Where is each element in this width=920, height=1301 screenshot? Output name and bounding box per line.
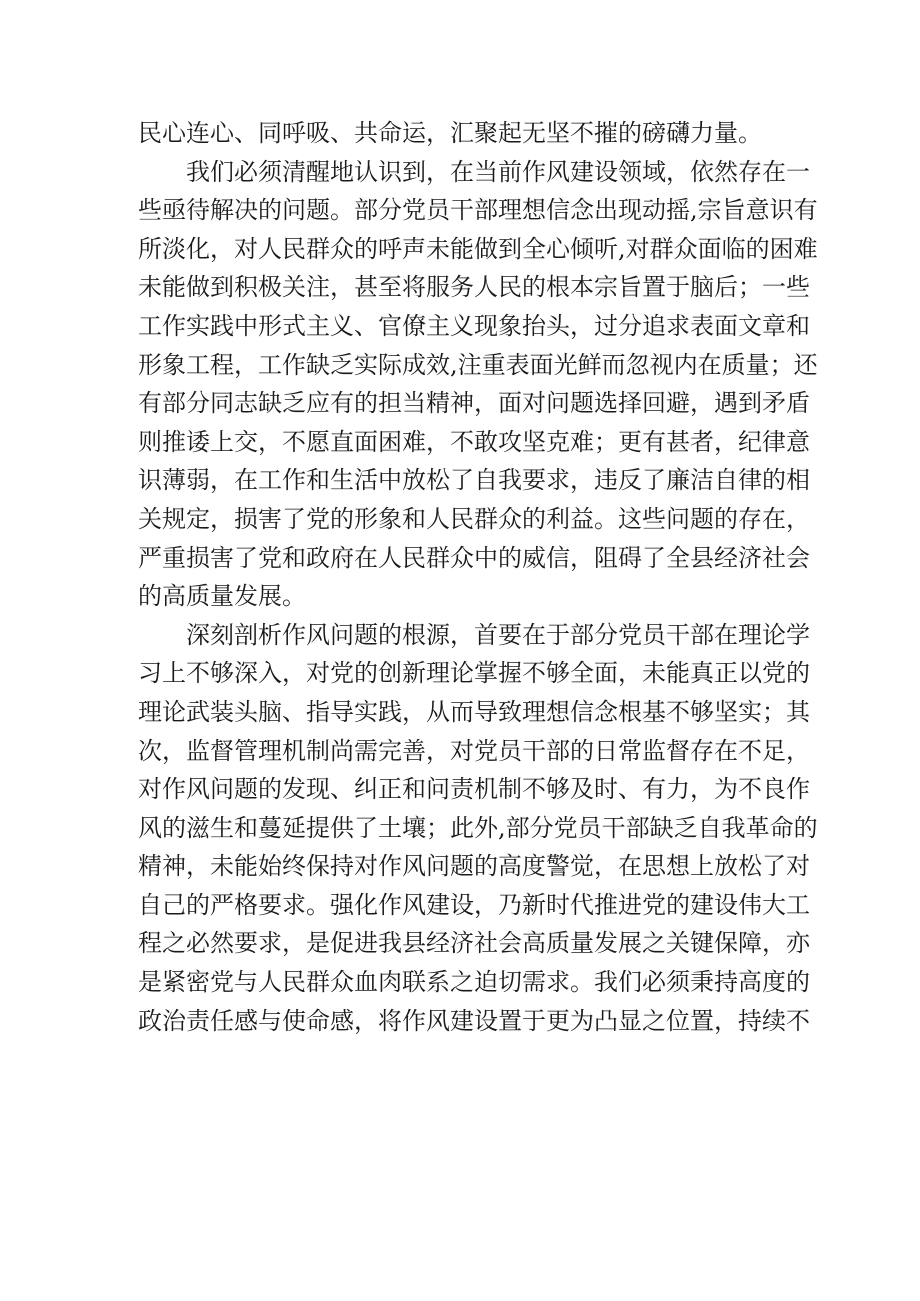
paragraph-line: 习上不够深入，对党的创新理论掌握不够全面，未能真正以党的 [138, 659, 810, 688]
paragraph-line: 关规定，损害了党的形象和人民群众的利益。这些问题的存在， [138, 504, 810, 533]
paragraph-line: 则推诿上交，不愿直面困难，不敢攻坚克难；更有甚者，纪律意 [138, 427, 810, 456]
paragraph-line: 严重损害了党和政府在人民群众中的威信，阻碍了全县经济社会 [138, 543, 810, 572]
document-body [138, 114, 818, 1040]
paragraph-line: 所淡化，对人民群众的呼声未能做到全心倾听,对群众面临的困难 [138, 234, 818, 263]
paragraph-line: 些亟待解决的问题。部分党员干部理想信念出现动摇,宗旨意识有 [138, 196, 818, 225]
paragraph-line: 理论武装头脑、指导实践，从而导致理想信念根基不够坚实；其 [138, 697, 810, 726]
paragraph-line: 形象工程，工作缺乏实际成效,注重表面光鲜而忽视内在质量；还 [138, 350, 818, 379]
paragraph-line: 的高质量发展。 [138, 582, 306, 611]
paragraph-line: 政治责任感与使命感，将作风建设置于更为凸显之位置，持续不 [138, 1006, 810, 1035]
paragraph-line: 是紧密党与人民群众血肉联系之迫切需求。我们必须秉持高度的 [138, 968, 810, 997]
paragraph-line: 精神，未能始终保持对作风问题的高度警觉，在思想上放松了对 [138, 852, 810, 881]
paragraph-line: 未能做到积极关注，甚至将服务人民的根本宗旨置于脑后；一些 [138, 273, 810, 302]
paragraph-line: 对作风问题的发现、纠正和问责机制不够及时、有力，为不良作 [138, 775, 810, 804]
paragraph-line: 工作实践中形式主义、官僚主义现象抬头，过分追求表面文章和 [138, 311, 810, 340]
paragraph-line: 次，监督管理机制尚需完善，对党员干部的日常监督存在不足， [138, 736, 810, 765]
paragraph-line: 自己的严格要求。强化作风建设，乃新时代推进党的建设伟大工 [138, 890, 810, 919]
paragraph-line: 有部分同志缺乏应有的担当精神，面对问题选择回避，遇到矛盾 [138, 389, 810, 418]
paragraph-line: 程之必然要求，是促进我县经济社会高质量发展之关键保障，亦 [138, 929, 810, 958]
paragraph-line: 识薄弱，在工作和生活中放松了自我要求，违反了廉洁自律的相 [138, 466, 810, 495]
paragraph-line: 深刻剖析作风问题的根源，首要在于部分党员干部在理论学 [186, 620, 810, 649]
paragraph-line: 我们必须清醒地认识到，在当前作风建设领域，依然存在一 [186, 157, 810, 186]
paragraph-line: 民心连心、同呼吸、共命运，汇聚起无坚不摧的磅礴力量。 [138, 119, 762, 147]
paragraph-line: 风的滋生和蔓延提供了土壤；此外,部分党员干部缺乏自我革命的 [138, 813, 818, 842]
